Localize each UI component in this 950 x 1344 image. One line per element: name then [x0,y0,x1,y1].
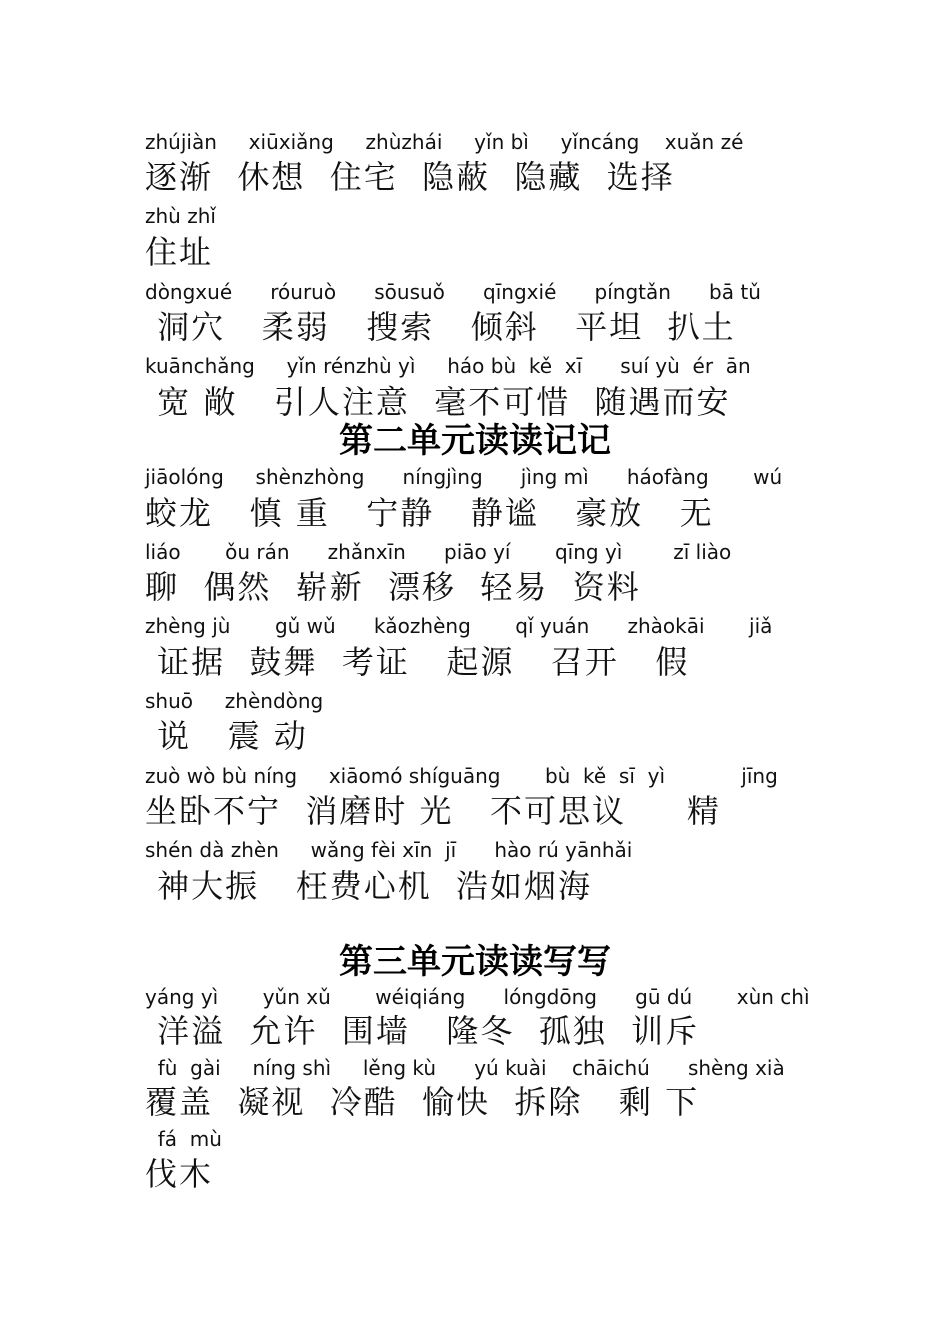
pinyin-line: dòngxué róuruò sōusuǒ qīngxié píngtǎn bā tǔ [145,280,761,304]
pinyin-line: shén dà zhèn wǎng fèi xīn jī hào rú yānhǎi [145,838,633,862]
pinyin-line: shuō zhèndòng [145,689,324,713]
pinyin-line: zhù zhǐ [145,204,216,228]
pinyin-line: yáng yì yǔn xǔ wéiqiáng lóngdōng gū dú xùn chì [145,985,810,1009]
pinyin-line: kuānchǎng yǐn rénzhù yì háo bù kě xī suí yù ér ān [145,354,751,378]
word-line: 坐卧不宁 消磨时 光 不可思议 精 [145,792,721,830]
word-line: 覆盖 凝视 冷酷 愉快 拆除 剩 下 [145,1083,700,1121]
word-line: 逐渐 休想 住宅 隐蔽 隐藏 选择 [145,158,675,196]
pinyin-line: zhújiàn xiūxiǎng zhùzhái yǐn bì yǐncáng xuǎn zé [145,130,744,154]
pinyin-line: jiāolóng shènzhòng níngjìng jìng mì háofàng wú [145,465,783,489]
word-line: 宽 敞 引人注意 毫不可惜 随遇而安 [145,383,731,421]
pinyin-line: zuò wò bù níng xiāomó shíguāng bù kě sī yì jīng [145,764,778,788]
unit3-heading: 第三单元读读写写 [339,942,611,982]
unit2-heading: 第二单元读读记记 [339,421,611,461]
word-line: 神大振 枉费心机 浩如烟海 [145,867,593,905]
word-line: 聊 偶然 崭新 漂移 轻易 资料 [145,568,641,606]
pinyin-line: zhèng jù gǔ wǔ kǎozhèng qǐ yuán zhàokāi jiǎ [145,614,773,638]
word-line: 伐木 [145,1155,214,1193]
word-line: 蛟龙 慎 重 宁静 静谧 豪放 无 [145,494,714,532]
word-line: 住址 [145,233,214,271]
pinyin-line: liáo ǒu rán zhǎnxīn piāo yí qīng yì zī liào [145,540,732,564]
word-line: 证据 鼓舞 考证 起源 召开 假 [145,643,690,681]
word-line: 洋溢 允许 围墙 隆冬 孤独 训斥 [145,1012,700,1050]
pinyin-line: fá mù [145,1127,222,1151]
word-line: 洞穴 柔弱 搜索 倾斜 平坦 扒土 [145,308,736,346]
word-line: 说 震 动 [145,717,308,755]
pinyin-line: fù gài níng shì lěng kù yú kuài chāichú shèng xià [145,1056,785,1080]
